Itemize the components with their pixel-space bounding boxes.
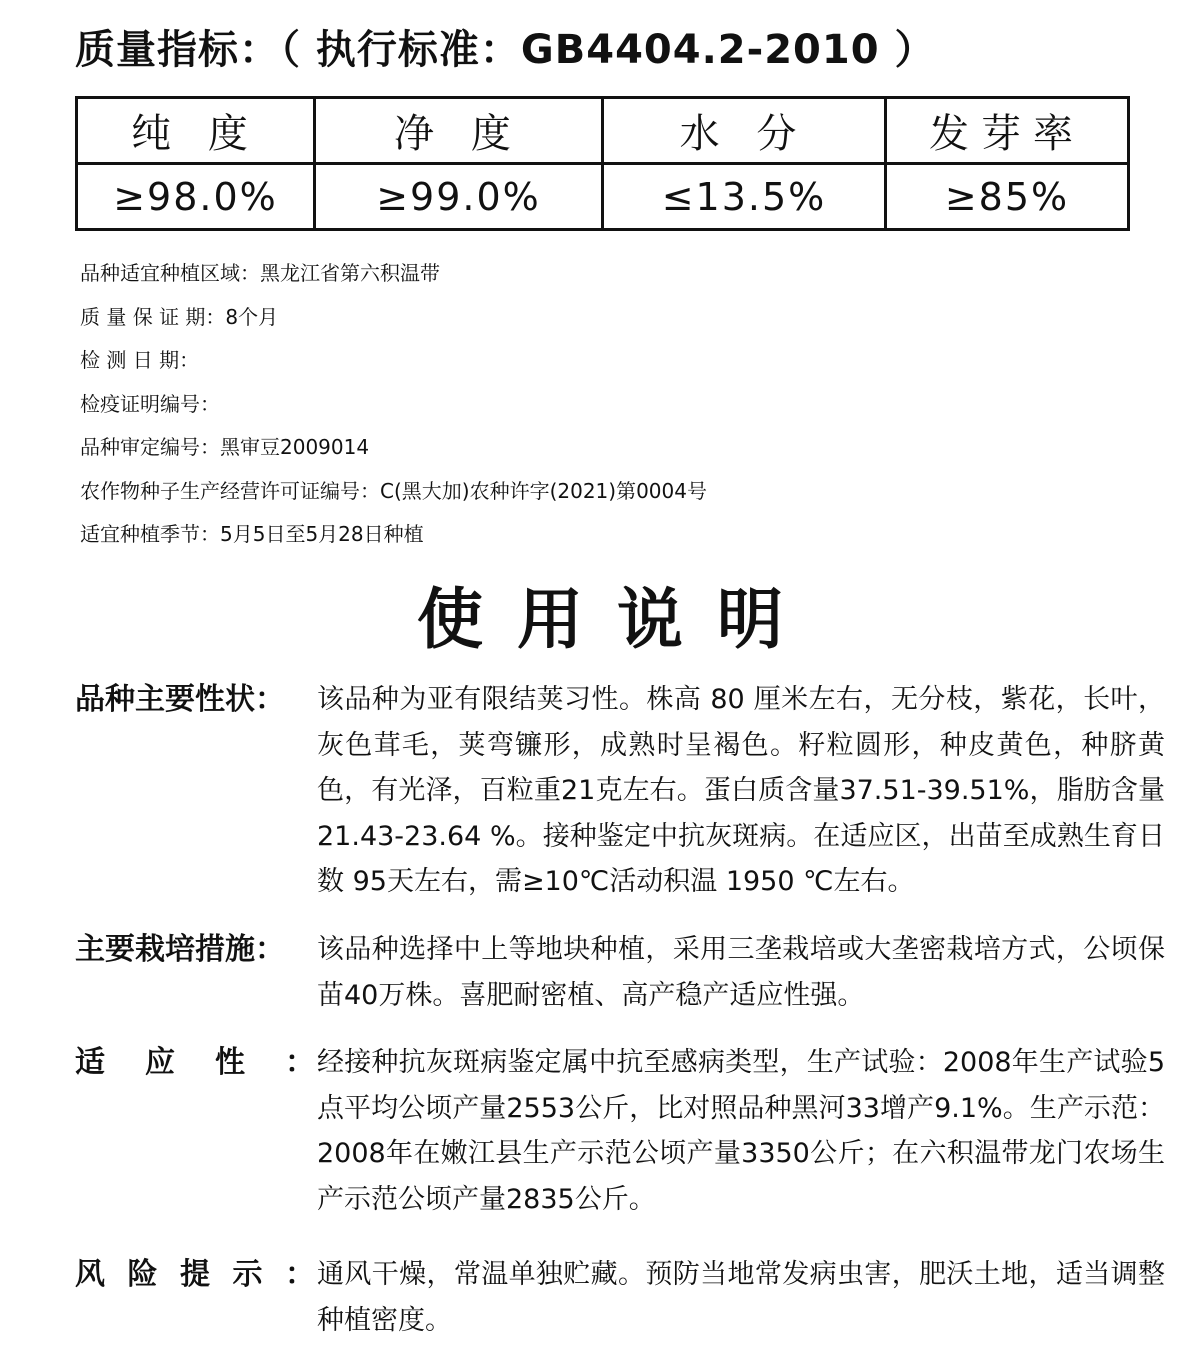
header-purity: 纯 度 [77, 98, 315, 164]
quality-header-row [77, 98, 1129, 164]
info-test-date: 检 测 日 期： [80, 348, 200, 372]
value-moisture: ≤13.5% [603, 164, 886, 230]
info-region: 品种适宜种植区域：黑龙江省第六积温带 [80, 261, 440, 285]
info-season: 适宜种植季节：5月5日至5月28日种植 [80, 522, 424, 546]
adaptability-label-char: 适 [75, 1045, 105, 1080]
traits-text: 该品种为亚有限结荚习性。株高 80 厘米左右，无分枝，紫花，长叶，灰色茸毛，荚弯镰形，成熟时呈褐色。籽粒圆形，种皮黄色，种脐黄色，有光泽，百粒重21克左右。蛋白质含量37.51-39.51%，脂肪含量21.43-23.64 %。接种鉴定中抗灰斑病。在适应区，出苗至成熟生育日数 95天左右，需≥10℃活动积温 1950 ℃左右。 [317, 684, 1165, 897]
info-quarantine-no: 检疫证明编号： [80, 391, 220, 416]
value-cleanliness: ≥99.0% [315, 164, 603, 230]
risk-label-colon: ： [285, 1257, 315, 1292]
cultivation-label: 主要栽培措施： [75, 932, 285, 967]
adaptability-label-colon: ： [285, 1045, 315, 1080]
header-moisture: 水 分 [603, 98, 886, 164]
info-license-no: 农作物种子生产经营许可证编号：C(黑大加)农种许字(2021)第0004号 [80, 478, 707, 503]
risk-label-char: 示 [232, 1257, 263, 1292]
value-purity: ≥98.0% [77, 164, 315, 230]
risk-label-char: 提 [180, 1257, 210, 1292]
quality-table [75, 96, 1130, 231]
adaptability-text: 经接种抗灰斑病鉴定属中抗至感病类型，生产试验：2008年生产试验5点平均公顷产量2553公斤，比对照品种黑河33增产9.1%。生产示范：2008年在嫩江县生产示范公顷产量3350公斤；在六积温带龙门农场生产示范公顷产量2835公斤。 [317, 1047, 1165, 1215]
header-cleanliness: 净 度 [315, 98, 603, 164]
usage-title: 使用说明 [417, 581, 817, 658]
info-warranty: 质 量 保 证 期：8个月 [80, 304, 279, 329]
info-approval-no: 品种审定编号：黑审豆2009014 [80, 435, 370, 459]
risk-label [75, 1252, 315, 1297]
quality-title: 质量指标：（ 执行标准：GB4404.2-2010 ） [75, 27, 936, 73]
risk-label-char: 风 [75, 1257, 105, 1292]
info-list [80, 252, 707, 557]
value-germination: ≥85% [886, 164, 1129, 230]
quality-value-row [77, 164, 1129, 230]
header-germination: 发芽率 [886, 98, 1129, 164]
traits-label: 品种主要性状： [75, 682, 285, 717]
risk-text: 通风干燥，常温单独贮藏。预防当地常发病虫害，肥沃土地，适当调整种植密度。 [317, 1259, 1165, 1336]
adaptability-label-char: 应 [145, 1045, 175, 1080]
adaptability-label [75, 1040, 315, 1085]
risk-label-char: 险 [127, 1257, 158, 1292]
adaptability-label-char: 性 [215, 1045, 245, 1080]
cultivation-text: 该品种选择中上等地块种植，采用三垄栽培或大垄密栽培方式，公顷保苗40万株。喜肥耐密植、高产稳产适应性强。 [317, 934, 1165, 1011]
